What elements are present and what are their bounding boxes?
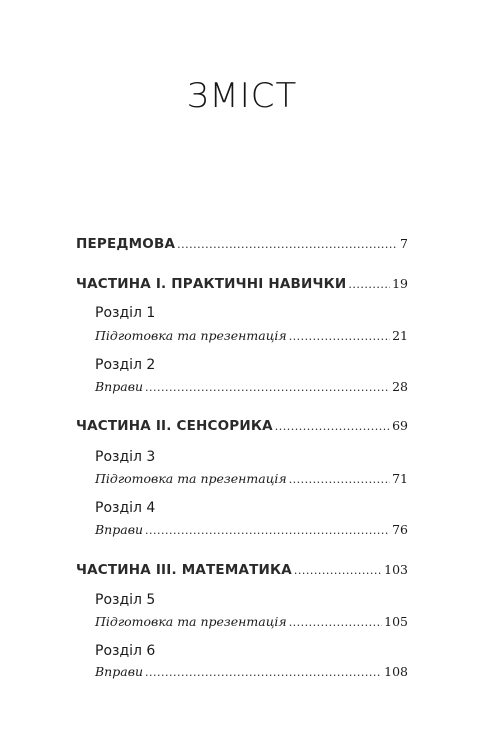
toc-page-number: 105: [384, 614, 408, 629]
toc-entry-subtitle: Підготовка та презентація: [95, 471, 287, 486]
toc-entry-section-2[interactable]: [95, 379, 408, 394]
dot-leader: [145, 666, 382, 679]
toc-entry-label: ЧАСТИНА І. ПРАКТИЧНІ НАВИЧКИ: [76, 276, 347, 292]
toc-entry-subtitle: Вправи: [95, 664, 144, 679]
section-1-title: Розділ 1: [95, 305, 156, 321]
section-6-title: Розділ 6: [95, 643, 156, 659]
toc-page-number: 28: [392, 379, 408, 394]
section-5-title: Розділ 5: [95, 592, 156, 608]
toc-entry-subtitle: Вправи: [95, 379, 144, 394]
toc-page-number: 69: [392, 418, 408, 433]
toc-page-number: 108: [384, 664, 408, 679]
section-4-title: Розділ 4: [95, 500, 156, 516]
dot-leader: [289, 473, 390, 486]
toc-entry-label: ЧАСТИНА ІІІ. МАТЕМАТИКА: [76, 562, 292, 578]
toc-entry-foreword[interactable]: [76, 236, 408, 252]
toc-entry-section-4[interactable]: [95, 522, 408, 537]
toc-entry-part-2[interactable]: [76, 418, 408, 434]
dot-leader: [348, 278, 390, 291]
toc-entry-subtitle: Вправи: [95, 522, 144, 537]
dot-leader: [145, 524, 390, 537]
toc-entry-section-3[interactable]: [95, 471, 408, 486]
dot-leader: [275, 420, 390, 433]
toc-page-number: 21: [392, 328, 408, 343]
toc-entry-label: ЧАСТИНА ІІ. СЕНСОРИКА: [76, 418, 273, 434]
toc-page-number: 103: [384, 562, 408, 577]
dot-leader: [289, 616, 382, 629]
toc-page-number: 76: [392, 522, 408, 537]
toc-entry-part-3[interactable]: [76, 562, 408, 578]
toc-entry-subtitle: Підготовка та презентація: [95, 328, 287, 343]
toc-entry-section-5[interactable]: [95, 614, 408, 629]
toc-entry-subtitle: Підготовка та презентація: [95, 614, 287, 629]
dot-leader: [289, 330, 390, 343]
section-2-title: Розділ 2: [95, 357, 156, 373]
toc-entry-section-1[interactable]: [95, 328, 408, 343]
dot-leader: [294, 564, 382, 577]
toc-entry-label: ПЕРЕДМОВА: [76, 236, 176, 252]
section-3-title: Розділ 3: [95, 449, 156, 465]
dot-leader: [177, 238, 398, 251]
toc-page-number: 19: [392, 276, 408, 291]
toc-entry-section-6[interactable]: [95, 664, 408, 679]
toc-page-number: 71: [392, 471, 408, 486]
dot-leader: [145, 381, 390, 394]
page-title: ЗМІСТ: [186, 76, 298, 116]
toc-entry-part-1[interactable]: [76, 276, 408, 292]
toc-page-number: 7: [400, 236, 408, 251]
